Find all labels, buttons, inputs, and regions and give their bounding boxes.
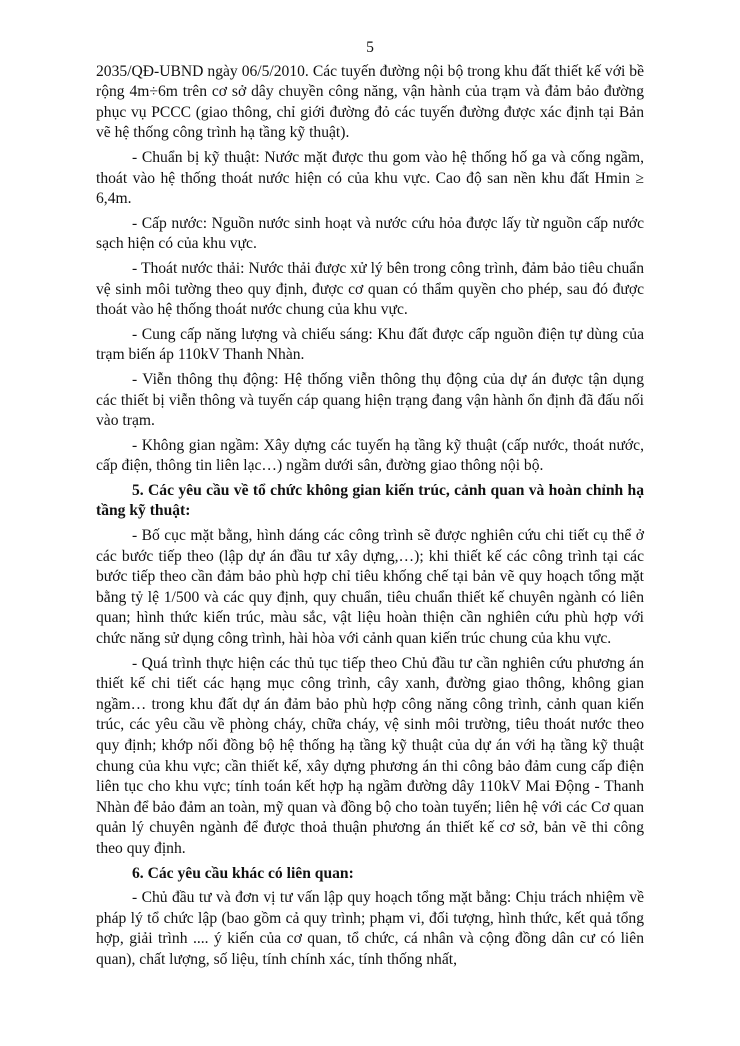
paragraph-telecom: - Viễn thông thụ động: Hệ thống viễn thông thụ động của dự án được tận dụng các thiết bị viễn thông và tuyến cáp quang hiện trạng đang vận hành ổn định đã đấu nối vào trạm.	[96, 370, 644, 430]
paragraph-layout-design: - Bố cục mặt bằng, hình dáng các công trình sẽ được nghiên cứu chi tiết cụ thể ở các bước tiếp theo (lập dự án đầu tư xây dựng,…); khi thiết kế các công trình tại các bước tiếp theo cần đảm bảo phù hợp chỉ tiêu khống chế tại bản vẽ quy hoạch tổng mặt bằng tỷ lệ 1/500 và các quy định, quy chuẩn, tiêu chuẩn thiết kế chuyên ngành có liên quan; hình thức kiến trúc, màu sắc, vật liệu hoàn thiện cần nghiên cứu phù hợp với chức năng sử dụng công trình, hài hòa với cảnh quan kiến trúc chung của khu vực.	[96, 527, 644, 648]
paragraph-investor-responsibility: - Chủ đầu tư và đơn vị tư vấn lập quy hoạch tổng mặt bằng: Chịu trách nhiệm về pháp lý tổ chức lập (bao gồm cả quy trình; phạm vi, đối tượng, hình thức, kết quả tổng hợp, giải trình .... ý kiến của cơ quan, tổ chức, cá nhân và cộng đồng dân cư có liên quan), chất lượng, số liệu, tính chính xác, tính thống nhất,	[96, 889, 644, 968]
paragraph-water-supply: - Cấp nước: Nguồn nước sinh hoạt và nước cứu hỏa được lấy từ nguồn cấp nước sạch hiện có của khu vực.	[96, 214, 644, 253]
section-heading-5: 5. Các yêu cầu về tổ chức không gian kiến trúc, cảnh quan và hoàn chỉnh hạ tầng kỹ thuật:	[96, 481, 644, 520]
paragraph-energy-lighting: - Cung cấp năng lượng và chiếu sáng: Khu đất được cấp nguồn điện tự dùng của trạm biến áp 110kV Thanh Nhàn.	[96, 325, 644, 364]
paragraph-technical-preparation: - Chuẩn bị kỹ thuật: Nước mặt được thu gom vào hệ thống hố ga và cống ngầm, thoát vào hệ thống thoát nước hiện có của khu vực. Cao độ san nền khu đất Hmin ≥ 6,4m.	[96, 148, 644, 208]
paragraph-underground-space: - Không gian ngầm: Xây dựng các tuyến hạ tầng kỹ thuật (cấp nước, thoát nước, cấp điện, thông tin liên lạc…) ngầm dưới sân, đường giao thông nội bộ.	[96, 436, 644, 475]
paragraph-procedures: - Quá trình thực hiện các thủ tục tiếp theo Chủ đầu tư cần nghiên cứu phương án thiết kế chi tiết các hạng mục công trình, cây xanh, đường giao thông, không gian ngầm… trong khu đất dự án đảm bảo phù hợp công năng công trình, cảnh quan kiến trúc, các yêu cầu về phòng cháy, chữa cháy, vệ sinh môi trường, tiêu thoát nước theo quy định; khớp nối đồng bộ hệ thống hạ tầng kỹ thuật của dự án với hạ tầng kỹ thuật chung của khu vực; cần thiết kế, xây dựng phương án thi công bảo đảm cung cấp điện liên tục cho khu vực; tính toán kết hợp hạ ngầm đường dây 110kV Mai Động - Thanh Nhàn để bảo đảm an toàn, mỹ quan và đồng bộ cho toàn tuyến; liên hệ với các Cơ quan quản lý chuyên ngành để được thoả thuận phương án thiết kế cơ sở, bản vẽ thi công theo quy định.	[96, 654, 644, 857]
section-heading-6: 6. Các yêu cầu khác có liên quan:	[132, 864, 354, 882]
paragraph-road-network: 2035/QĐ-UBND ngày 06/5/2010. Các tuyến đường nội bộ trong khu đất thiết kế với bề rộng 4m÷6m trên cơ sở dây chuyền công năng, vận hành của trạm và đảm bảo đường phục vụ PCCC (giao thông, chỉ giới đường đỏ các tuyến đường được xác định tại Bản vẽ hệ thống công trình hạ tầng kỹ thuật).	[96, 62, 644, 142]
paragraph-wastewater: - Thoát nước thải: Nước thải được xử lý bên trong công trình, đảm bảo tiêu chuẩn vệ sinh môi tường theo quy định, được cơ quan có thẩm quyền cho phép, sau đó được thoát vào hệ thống thoát nước chung của khu vực.	[96, 259, 644, 319]
page-number: 5	[366, 39, 374, 56]
